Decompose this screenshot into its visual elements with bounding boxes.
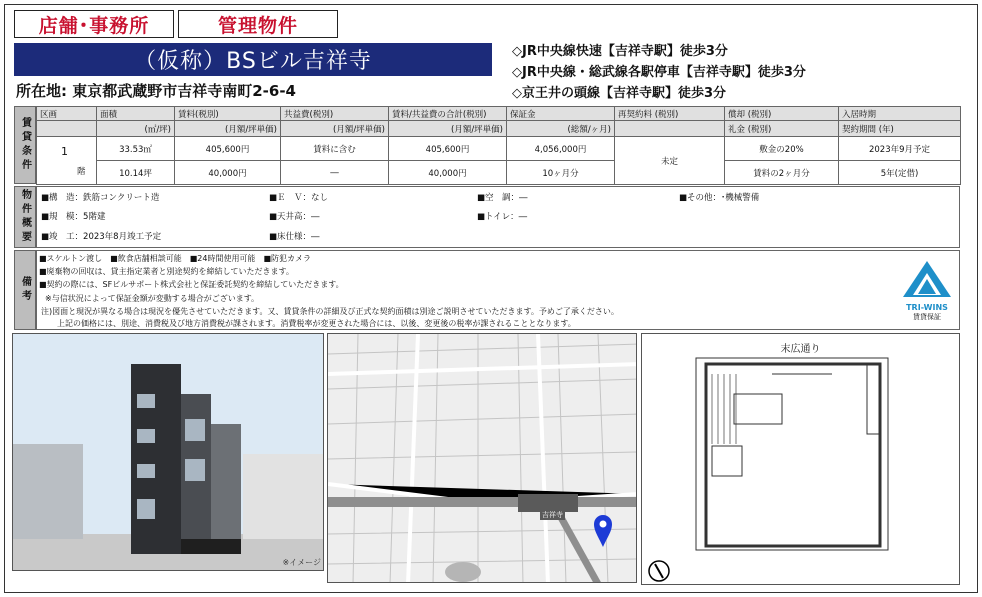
access-line-2: ◇JR中央線・総武線各駅停車【吉祥寺駅】徒歩3分	[512, 65, 806, 80]
area-map-image	[328, 334, 637, 583]
move-in-date: 2023年9月予定	[839, 137, 961, 161]
building-rendering	[12, 333, 324, 571]
note-line: 注)図面と現況が異なる場合は現況を優先させていただきます。又、賃貸条件の詳細及び正式な契約面積は別途ご説明させていただきます。予めご了承ください。	[41, 307, 619, 316]
col-subheader: 礼金 (税別)	[725, 121, 839, 137]
col-header: 償却 (税別)	[725, 107, 839, 121]
street-name: 末広通り	[780, 344, 821, 355]
col-subheader: (月額/坪単価)	[389, 121, 507, 137]
managed-property-tag: 管理物件	[178, 10, 338, 38]
map-station-label: 吉祥寺	[542, 511, 563, 519]
total-per-tsubo: 40,000円	[389, 161, 507, 185]
note-line: 上記の価格には、別途、消費税及び地方消費税が課されます。消費税率が変更された場合には、以後、変更後の税率が課されることとなります。	[57, 319, 576, 328]
col-subheader: (㎡/坪)	[97, 121, 175, 137]
col-subheader: (総額/ヶ月)	[507, 121, 615, 137]
floor-plan-image	[642, 334, 960, 585]
tri-wins-logo-icon	[899, 259, 955, 299]
rent-header-row	[37, 107, 961, 121]
floor-label: 階	[77, 167, 86, 177]
total-monthly: 405,600円	[389, 137, 507, 161]
tri-wins-logo	[899, 259, 955, 321]
spec-elevator: ■Ｅ Ｖ：なし	[269, 193, 329, 203]
col-subheader	[615, 121, 725, 137]
logo-text: TRI-WINS	[906, 303, 948, 312]
col-subheader: (月額/坪単価)	[281, 121, 389, 137]
spec-toilet: ■トイレ：―	[477, 212, 528, 222]
col-subheader: 契約期間 (年)	[839, 121, 961, 137]
rendering-caption: ※イメージ	[282, 558, 321, 567]
spec-ceiling: ■天井高：―	[269, 212, 320, 222]
spec-completion: ■竣 工：2023年8月竣工予定	[41, 232, 162, 242]
common-fee-per-tsubo: ―	[281, 161, 389, 185]
category-tag: 店舗･事務所	[14, 10, 174, 38]
col-header: 面積	[97, 107, 175, 121]
col-header: 区画	[37, 107, 97, 121]
rent-table	[36, 106, 961, 185]
note-line: ■契約の際には、SFビルサポート株式会社と保証委託契約を締結していただきます。	[39, 280, 344, 289]
key-money: 賃料の2ヶ月分	[725, 161, 839, 185]
col-header: 賃料(税別)	[175, 107, 281, 121]
north-arrow-icon	[648, 560, 670, 582]
specs-box	[36, 186, 960, 248]
note-line: ■スケルトン渡し ■飲食店舗相談可能 ■24時間使用可能 ■防犯カメラ	[39, 254, 312, 263]
contract-term: 5年(定借)	[839, 161, 961, 185]
common-fee: 賃料に含む	[281, 137, 389, 161]
rent-per-tsubo: 40,000円	[175, 161, 281, 185]
area-sqm: 33.53㎡	[97, 137, 175, 161]
col-subheader: (月額/坪単価)	[175, 121, 281, 137]
access-line-3: ◇京王井の頭線【吉祥寺駅】徒歩3分	[512, 86, 727, 101]
location-pin-icon	[593, 514, 613, 548]
address-label: 所在地:	[16, 82, 67, 100]
rent-row-1	[37, 137, 961, 161]
area-tsubo: 10.14坪	[97, 161, 175, 185]
access-line-1: ◇JR中央線快速【吉祥寺駅】徒歩3分	[512, 44, 728, 59]
note-line: ※与信状況によって保証金額が変動する場合がございます。	[45, 294, 260, 303]
floor-plan	[641, 333, 960, 585]
specs-side-label: 物件概要	[14, 186, 36, 248]
notes-box	[36, 250, 960, 330]
spec-other: ■その他：･機械警備	[679, 193, 760, 203]
col-header: 保証金	[507, 107, 615, 121]
rent-side-label: 賃貸条件	[14, 106, 36, 184]
note-line: ■廃棄物の回収は、貸主指定業者と別途契約を締結していただきます。	[39, 267, 294, 276]
logo-subtext: 賃貸保証	[913, 313, 941, 321]
col-header: 賃料/共益費の合計(税別)	[389, 107, 507, 121]
rent-subheader-row	[37, 121, 961, 137]
spec-structure: ■構 造：鉄筋コンクリート造	[41, 193, 160, 203]
rent-monthly: 405,600円	[175, 137, 281, 161]
unit-number: 1	[61, 145, 68, 158]
renewal-fee: 未定	[615, 137, 725, 185]
deposit-months: 10ヶ月分	[507, 161, 615, 185]
deposit-total: 4,056,000円	[507, 137, 615, 161]
unit-cell	[37, 137, 97, 185]
spec-scale: ■規 模：5階建	[41, 212, 106, 222]
rent-row-2	[37, 161, 961, 185]
col-header: 共益費(税別)	[281, 107, 389, 121]
building-rendering-image	[13, 334, 324, 571]
notes-side-label: 備考	[14, 250, 36, 330]
col-subheader	[37, 121, 97, 137]
area-map	[327, 333, 637, 583]
address-line	[16, 80, 296, 101]
col-header: 再契約料 (税別)	[615, 107, 725, 121]
address-value: 東京都武蔵野市吉祥寺南町2-6-4	[72, 82, 296, 100]
col-header: 入居時期	[839, 107, 961, 121]
building-name: （仮称）BSビル吉祥寺	[14, 43, 492, 76]
amortization: 敷金の20%	[725, 137, 839, 161]
spec-aircon: ■空 調：―	[477, 193, 528, 203]
spec-floor: ■床仕様：―	[269, 232, 320, 242]
